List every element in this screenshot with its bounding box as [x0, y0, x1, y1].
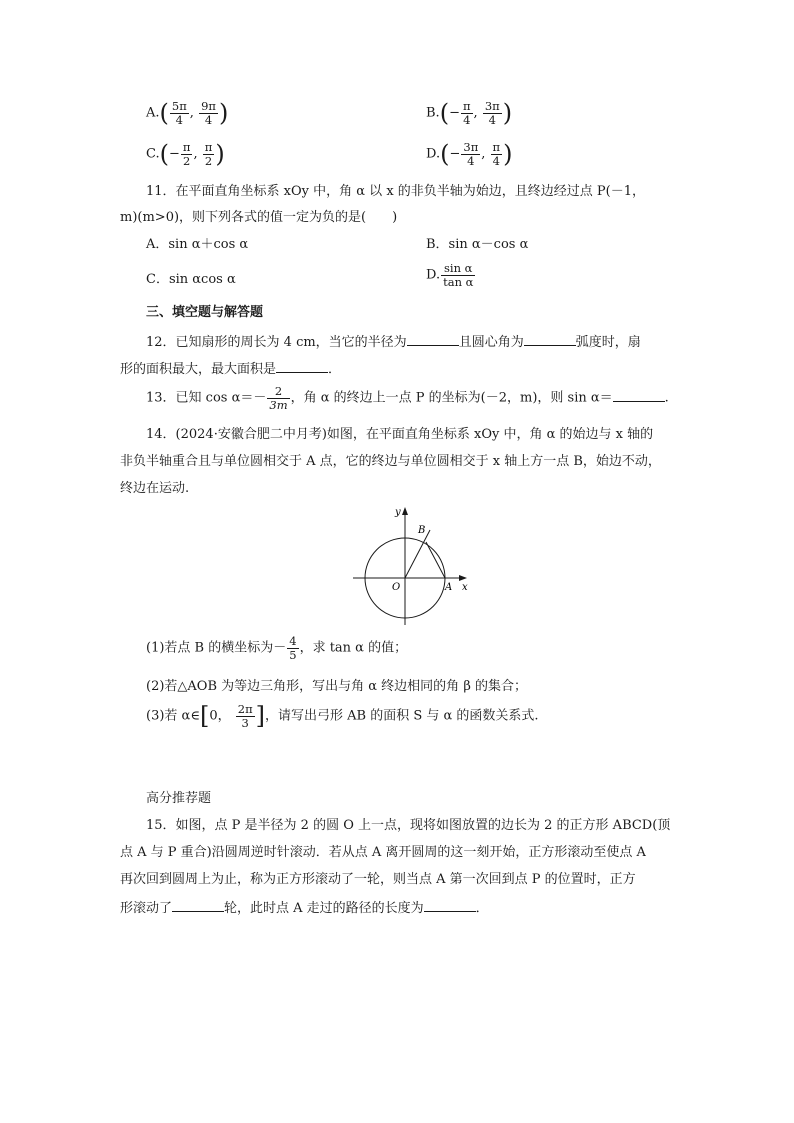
unit-circle-figure [345, 503, 475, 625]
q15-line3: 再次回到圆周上为止，称为正方形滚动了一轮，则当点 A 第一次回到点 P 的位置时，正方 [120, 872, 636, 887]
label-o: O [392, 582, 401, 593]
label-x: x [462, 582, 468, 593]
answer-blank[interactable] [613, 390, 665, 402]
q14-line3: 终边在运动. [120, 481, 190, 496]
answer-blank[interactable] [424, 900, 476, 912]
section-title: 三、填空题与解答题 [146, 305, 264, 320]
answer-blank[interactable] [276, 361, 328, 373]
option-label: A. [146, 105, 160, 121]
label-a: A [445, 582, 453, 593]
q11-line2: m)(m>0)，则下列各式的值一定为负的是( ) [120, 210, 398, 225]
q15-line4: 形滚动了 轮，此时点 A 走过的路径的长度为 ． [120, 901, 489, 916]
option-label: B. [426, 105, 440, 121]
q10-option-a: A.( $\frac{5\pi}{4}$ , $\frac{9\pi}{4}$ ) [146, 99, 229, 128]
q14-line2: 非负半轴重合且与单位圆相交于 A 点，它的终边与单位圆相交于 x 轴上方一点 B，始边不动， [120, 454, 661, 469]
chord-ab [426, 542, 445, 578]
terminal-side [405, 530, 430, 578]
option-label: C. [146, 146, 160, 162]
answer-blank[interactable] [524, 334, 576, 346]
q13-line: 13．已知 cos α＝－ $\frac{2}{3m}$ ，角 α 的终边上一点 P 的坐标为(－2，m)，则 sin α＝ . [146, 384, 669, 412]
q15-line1: 15．如图，点 P 是半径为 2 的圆 O 上一点，现将如图放置的边长为 2 的正方形 ABCD(顶 [146, 818, 671, 833]
answer-blank[interactable] [407, 334, 459, 346]
label-b: B [418, 525, 426, 536]
x-arrow-icon [459, 575, 467, 581]
q12-line2: 形的面积最大，最大面积是 ． [120, 362, 342, 377]
label-y: y [395, 507, 401, 518]
q11-option-d: D. $\frac{\text{sin α}}{\text{tan α}}$ [426, 261, 474, 289]
option-label: D. [426, 146, 441, 162]
bonus-title: 高分推荐题 [146, 791, 212, 806]
q11-option-b: B．sin α－cos α [426, 237, 529, 252]
q10-option-d: D.(− $\frac{3\pi}{4}$ , $\frac{\pi}{4}$ ) [426, 140, 513, 169]
q15-line2: 点 A 与 P 重合)沿圆周逆时针滚动．若从点 A 离开圆周的这一刻开始，正方形滚动至使点 A [120, 845, 646, 860]
answer-blank[interactable] [172, 900, 224, 912]
q10-option-b: B.(− $\frac{\pi}{4}$ , $\frac{3\pi}{4}$ ) [426, 99, 513, 128]
q11-line1: 11．在平面直角坐标系 xOy 中，角 α 以 x 的非负半轴为始边，且终边经过点 P(－1， [146, 184, 646, 199]
q14-line1: 14．(2024·安徽合肥二中月考)如图，在平面直角坐标系 xOy 中，角 α 的始边与 x 轴的 [146, 427, 654, 442]
q12-line1: 12．已知扇形的周长为 4 cm，当它的半径为 且圆心角为 弧度时，扇 [146, 335, 641, 350]
q14-sub3: (3)若 α∈[0， $\frac{2\pi}{3}$ ]，请写出弓形 AB 的面积 S 与 α 的函数关系式. [146, 702, 539, 731]
y-arrow-icon [402, 507, 408, 515]
q11-option-c: C．sin αcos α [146, 272, 236, 287]
q14-sub2: (2)若△AOB 为等边三角形，写出与角 α 终边相同的角 β 的集合； [146, 679, 527, 694]
q11-option-a: A．sin α＋cos α [146, 237, 249, 252]
q14-sub1: (1)若点 B 的横坐标为－ $\frac{4}{5}$ ，求 tan α 的值； [146, 634, 408, 662]
q10-option-c: C.(− $\frac{\pi}{2}$ , $\frac{\pi}{2}$ ) [146, 140, 225, 169]
